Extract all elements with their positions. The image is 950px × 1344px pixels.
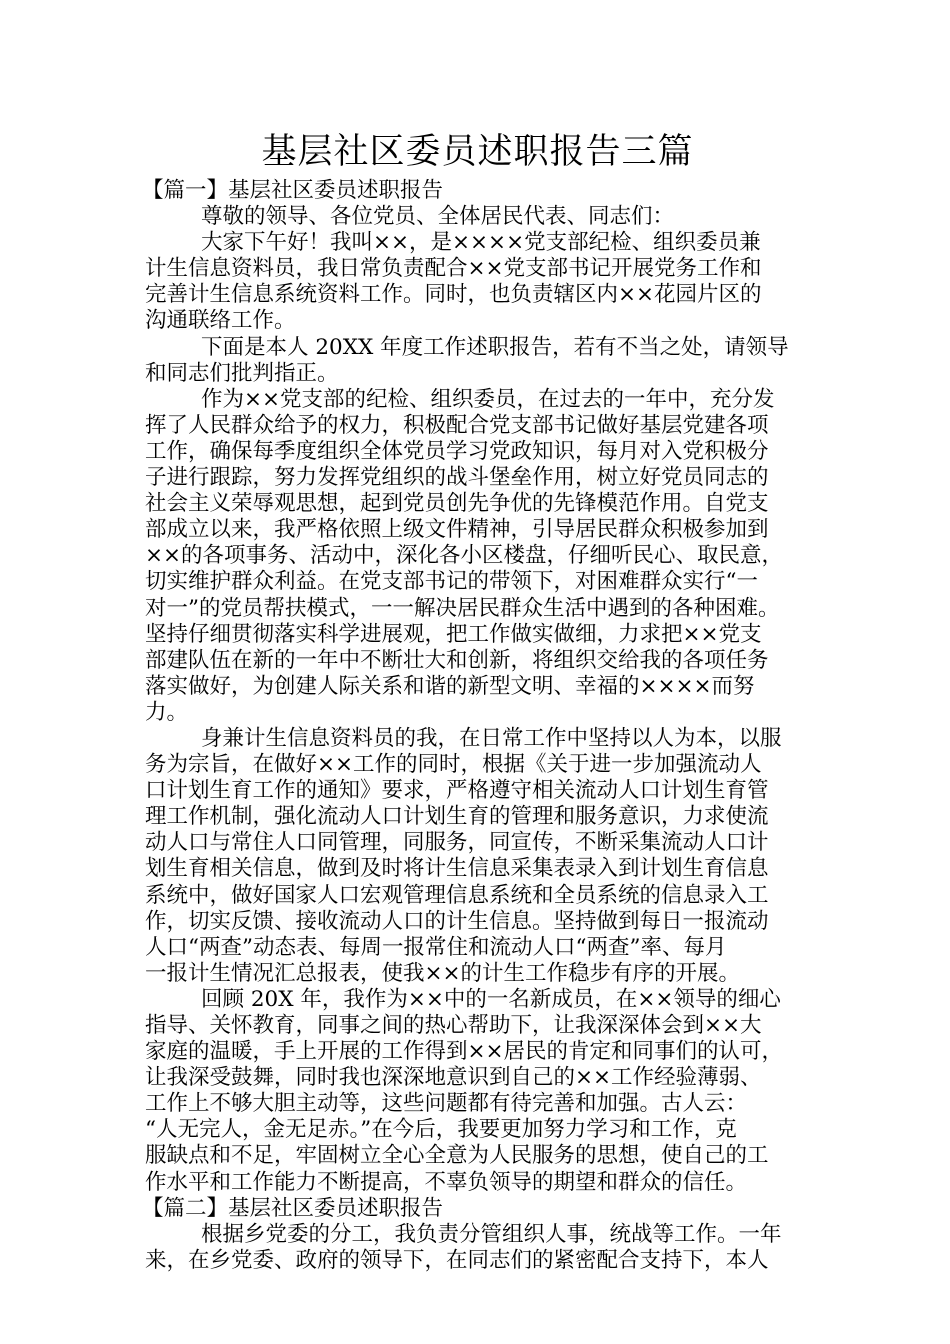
text-line: 一报计生情况汇总报表，使我××的计生工作稳步有序的开展。 bbox=[145, 960, 741, 986]
text-line: 挥了人民群众给予的权力，积极配合党支部书记做好基层党建各项 bbox=[145, 412, 769, 438]
text-line: 家庭的温暖，手上开展的工作得到××居民的肯定和同事们的认可， bbox=[145, 1039, 784, 1065]
document-page bbox=[142, 130, 810, 1274]
text-line: 口计划生育工作的通知》要求，严格遵守相关流动人口计划生育管 bbox=[145, 778, 769, 804]
text-line: 回顾 20X 年，我作为××中的一名新成员，在××领导的细心 bbox=[201, 986, 781, 1012]
text-line: 身兼计生信息资料员的我，在日常工作中坚持以人为本，以服 bbox=[201, 725, 782, 751]
text-line: 系统中，做好国家人口宏观管理信息系统和全员系统的信息录入工 bbox=[145, 882, 769, 908]
text-line: 子进行跟踪，努力发挥党组织的战斗堡垒作用，树立好党员同志的 bbox=[145, 465, 769, 491]
text-line: 大家下午好！我叫××，是××××党支部纪检、组织委员兼 bbox=[201, 230, 761, 256]
text-line: 坚持仔细贯彻落实科学进展观，把工作做实做细，力求把××党支 bbox=[145, 621, 762, 647]
text-line: 根据乡党委的分工，我负责分管组织人事，统战等工作。一年 bbox=[201, 1221, 782, 1247]
text-line: 人口“两查”动态表、每周一报常住和流动人口“两查”率、每月 bbox=[145, 934, 727, 960]
document-title: 基层社区委员述职报告三篇 bbox=[261, 132, 694, 172]
text-line: 切实维护群众利益。在党支部书记的带领下，对困难群众实行“一 bbox=[145, 569, 758, 595]
text-line: 服缺点和不足，牢固树立全心全意为人民服务的思想，使自己的工 bbox=[145, 1143, 769, 1169]
text-line: 让我深受鼓舞，同时我也深深地意识到自己的××工作经验薄弱、 bbox=[145, 1065, 762, 1091]
text-line: 落实做好，为创建人际关系和谐的新型文明、幸福的××××而努 bbox=[145, 673, 755, 699]
text-line: 部建队伍在新的一年中不断壮大和创新，将组织交给我的各项任务 bbox=[145, 647, 769, 673]
text-line: 完善计生信息系统资料工作。同时，也负责辖区内××花园片区的 bbox=[145, 282, 762, 308]
text-line: 务为宗旨，在做好××工作的同时，根据《关于进一步加强流动人 bbox=[145, 752, 762, 778]
text-line: 计生信息资料员，我日常负责配合××党支部书记开展党务工作和 bbox=[145, 256, 762, 282]
text-line: 尊敬的领导、各位党员、全体居民代表、同志们： bbox=[201, 204, 675, 230]
text-line: 来，在乡党委、政府的领导下，在同志们的紧密配合支持下，本人 bbox=[145, 1247, 769, 1273]
text-line: 部成立以来，我严格依照上级文件精神，引导居民群众积极参加到 bbox=[145, 517, 769, 543]
text-line: 对一”的党员帮扶模式，一一解决居民群众生活中遇到的各种困难。 bbox=[145, 595, 780, 621]
text-line: 作，切实反馈、接收流动人口的计生信息。坚持做到每日一报流动 bbox=[145, 908, 769, 934]
text-line: 沟通联络工作。 bbox=[145, 308, 296, 334]
text-line: 和同志们批判指正。 bbox=[145, 360, 339, 386]
text-line: 力。 bbox=[145, 699, 189, 725]
text-line: 划生育相关信息，做到及时将计生信息采集表录入到计划生育信息 bbox=[145, 856, 769, 882]
text-line: 作为××党支部的纪检、组织委员，在过去的一年中，充分发 bbox=[201, 386, 775, 412]
text-line: 指导、关怀教育，同事之间的热心帮助下，让我深深体会到××大 bbox=[145, 1013, 762, 1038]
text-line: ××的各项事务、活动中，深化各小区楼盘，仔细听民心、取民意， bbox=[145, 543, 784, 569]
text-line: “人无完人，金无足赤。”在今后，我要更加努力学习和工作，克 bbox=[145, 1117, 737, 1143]
text-line: 下面是本人 20XX 年度工作述职报告，若有不当之处，请领导 bbox=[201, 334, 789, 360]
text-line: 作水平和工作能力不断提高，不辜负领导的期望和群众的信任。 bbox=[145, 1169, 748, 1195]
section-heading: 【篇二】基层社区委员述职报告 bbox=[142, 1195, 444, 1221]
section-heading: 【篇一】基层社区委员述职报告 bbox=[142, 178, 444, 203]
text-line: 社会主义荣辱观思想，起到党员创先争优的先锋模范作用。自党支 bbox=[145, 491, 769, 517]
text-line: 工作上不够大胆主动等，这些问题都有待完善和加强。古人云： bbox=[145, 1091, 748, 1117]
text-line: 动人口与常住人口同管理，同服务，同宣传，不断采集流动人口计 bbox=[145, 830, 769, 856]
text-line: 工作，确保每季度组织全体党员学习党政知识，每月对入党积极分 bbox=[145, 438, 769, 464]
text-line: 理工作机制，强化流动人口计划生育的管理和服务意识，力求使流 bbox=[145, 804, 769, 830]
document-body bbox=[142, 178, 810, 1274]
